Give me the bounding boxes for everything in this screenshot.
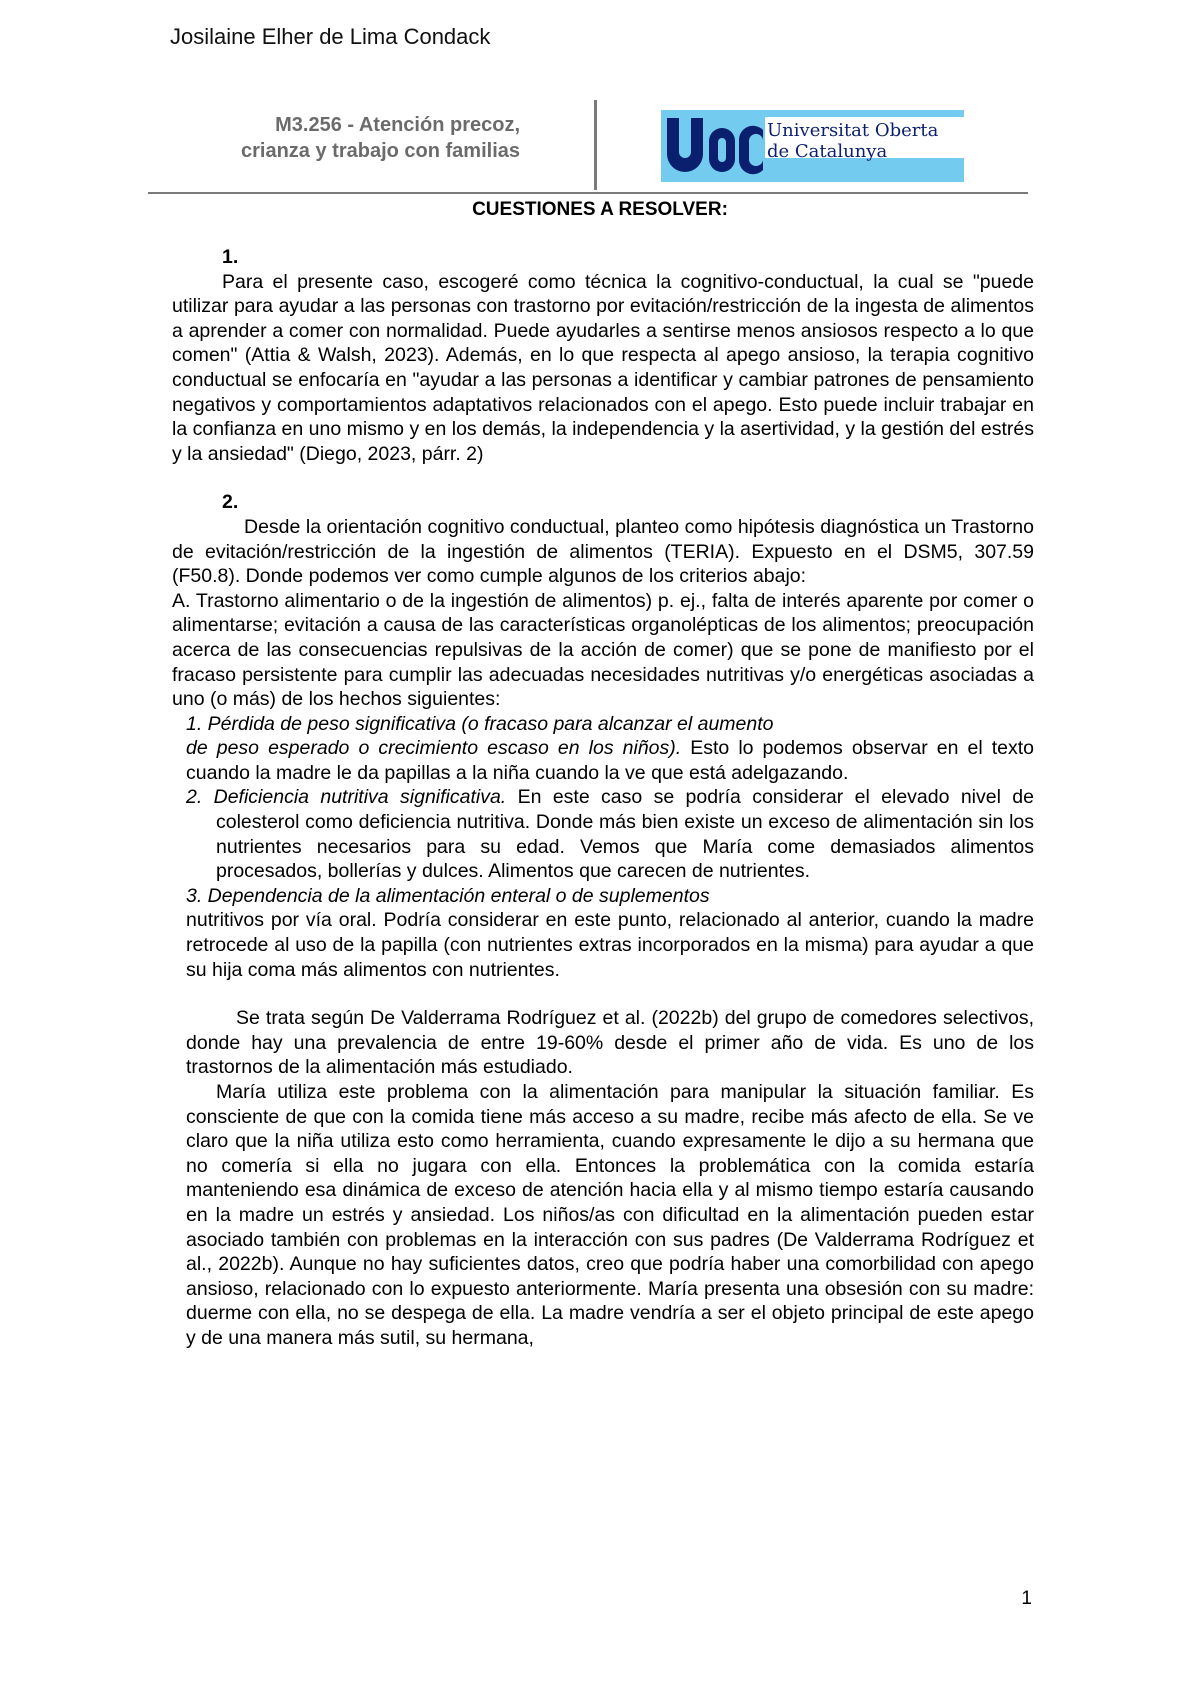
course-title-line2: crianza y trabajo con familias	[241, 140, 520, 162]
uoc-logo	[661, 110, 964, 182]
criterion-item-1-heading: 1. Pérdida de peso significativa (o fracaso para alcanzar el aumento	[186, 712, 774, 735]
course-title	[148, 112, 520, 164]
question-1-number: 1.	[222, 246, 239, 268]
criterion-item-2	[172, 785, 1034, 883]
course-title-line1: M3.256 - Atención precoz,	[275, 114, 520, 136]
header-divider	[594, 100, 597, 190]
question-1-answer: Para el presente caso, escogeré como técnica la cognitivo-conductual, la cual se "puede utilizar para ayudar a las personas con trastorno por evitación/restricción de la ingesta de alimentos a aprender a comer con normalidad. Puede ayudarles a sentirse menos ansiosos respecto a lo que comen" (Attia & Walsh, 2023). Además, en lo que respecta al apego ansioso, la terapia cognitivo conductual se enfocaría en "ayudar a las personas a identificar y cambiar patrones de pensamiento negativos y comportamientos adaptativos relacionados con el apego. Esto puede incluir trabajar en la confianza en uno mismo y en los demás, la independencia y la asertividad, y la gestión del estrés y la ansiedad" (Diego, 2023, párr. 2)	[172, 270, 1034, 465]
paragraph-analysis: María utiliza este problema con la alimentación para manipular la situación familiar. Es consciente de que con la comida tiene más acceso a su madre, recibe más afecto de ella. Se ve claro que la niña utiliza esto como herramienta, cuando expresamente le dijo a su hermana que no comería si ella no jugara con ella. Entonces la problemática con la comida estaría manteniendo esa dinámica de exceso de atención hacia ella y al mismo tiempo estaría causando en la madre un estrés y ansiedad. Los niños/as con dificultad en la alimentación pueden estar asociado también con problemas en la interacción con sus padres (De Valderrama Rodríguez et al., 2022b). Aunque no hay suficientes datos, creo que podría haber una comorbilidad con apego ansioso, relacionado con lo expuesto anteriormente. María presenta una obsesión con su madre: duerme con ella, no se despega de ella. La madre vendría a ser el objeto principal de este apego y de una manera más sutil, su hermana,	[186, 1081, 1034, 1349]
question-2-number: 2.	[222, 491, 239, 514]
paragraph-prevalence: Se trata según De Valderrama Rodríguez et al. (2022b) del grupo de comedores selectivos, donde hay una prevalencia de entre 19-60% desde el primer año de vida. Es uno de los trastornos de la alimentación más estudiado.	[186, 1007, 1034, 1079]
criterion-item-2-text: En este caso se podría considerar el elevado nivel de colesterol como deficiencia nutritiva. Donde más bien existe un exceso de alimentación sin los nutrientes necesarios para su edad. Vemos que María come demasiados alimentos procesados, bollerías y dulces. Alimentos que carecen de nutrientes.	[216, 786, 1034, 883]
criterion-item-1-italic: de peso esperado o crecimiento escaso en los niños).	[186, 737, 682, 760]
question-2-intro: Desde la orientación cognitivo conductual, planteo como hipótesis diagnóstica un Trastorno de evitación/restricción de la ingestión de alimentos (TERIA). Expuesto en el DSM5, 307.59 (F50.8). Donde podemos ver como cumple algunos de los criterios abajo:	[172, 515, 1034, 588]
page-number: 1	[1021, 1588, 1032, 1609]
document-header	[148, 98, 1028, 194]
uoc-logo-line2: de Catalunya	[767, 141, 888, 162]
document-body	[172, 245, 1034, 1351]
criterion-item-2-italic: 2. Deficiencia nutritiva significativa.	[186, 786, 507, 809]
criterion-item-1-text: Esto lo podemos observar en el texto cuando la madre le da papillas a la niña cuando la ve que está adelgazando.	[186, 737, 1034, 784]
criterion-item-3-text: nutritivos por vía oral. Podría considerar en este punto, relacionado al anterior, cuando la madre retrocede al uso de la papilla (con nutrientes extras incorporados en la misma) para ayudar a que su hija coma más alimentos con nutrientes.	[186, 909, 1034, 981]
header-rule	[148, 192, 1028, 194]
criterion-item-3-heading: 3. Dependencia de la alimentación enteral o de suplementos	[186, 884, 710, 907]
uoc-logo-text	[765, 115, 964, 162]
criterion-a: A. Trastorno alimentario o de la ingestión de alimentos) p. ej., falta de interés aparente por comer o alimentarse; evitación a causa de las características organolépticas de los alimentos; preocupación acerca de las consecuencias repulsivas de la acción de comer) que se pone de manifiesto por el fracaso persistente para cumplir las adecuadas necesidades nutritivas y/o energéticas asociadas a uno (o más) de los hechos siguientes:	[172, 589, 1034, 711]
criterion-item-1	[172, 736, 1034, 785]
paragraph-gap	[172, 982, 1034, 1006]
section-title: CUESTIONES A RESOLVER:	[472, 199, 728, 220]
author-name: Josilaine Elher de Lima Condack	[170, 24, 491, 49]
uoc-logo-line1: Universitat Oberta	[767, 120, 939, 141]
uoc-logo-mark	[661, 110, 765, 182]
